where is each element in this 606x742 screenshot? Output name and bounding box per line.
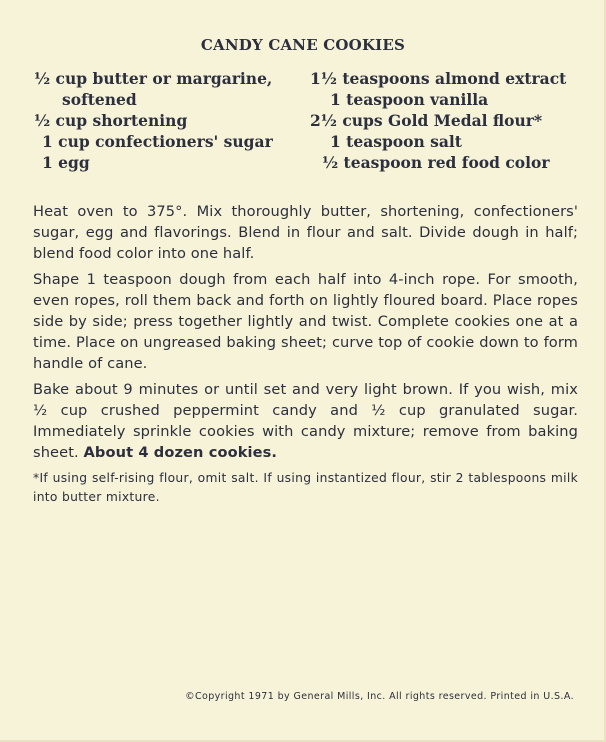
copyright-notice: ©Copyright 1971 by General Mills, Inc. All rights reserved. Printed in U.S.A.: [185, 691, 574, 702]
directions-paragraph: Heat oven to 375°. Mix thoroughly butter, shortening, confectioners' sugar, egg and flavorings. Blend in flour and salt. Divide dough in half; blend food color into one half.: [33, 203, 578, 262]
ingredient-line: 1 teaspoon vanilla: [330, 90, 489, 109]
ingredient-line: 1 teaspoon salt: [330, 132, 462, 151]
ingredient-line: softened: [62, 90, 137, 109]
ingredients-left-column: [34, 68, 273, 173]
directions-paragraph-with-yield: [33, 379, 578, 463]
directions-text: Bake about 9 minutes or until set and very light brown. If you wish, mix ½ cup crushed peppermint candy and ½ cup granulated sugar. Immediately sprinkle cookies with candy mixture; remove from baking sheet.: [33, 381, 578, 461]
ingredient-line: ½ cup butter or margarine,: [34, 69, 273, 88]
directions-paragraph: Shape 1 teaspoon dough from each half into 4-inch rope. For smooth, even ropes, roll them back and forth on lightly floured board. Place ropes side by side; press together lightly and twist. Complete cookies one at a time. Place on ungreased baking sheet; curve top of cookie down to form handle of cane.: [33, 271, 578, 372]
ingredient-line: 1 egg: [42, 153, 90, 172]
ingredient-line: 2½ cups Gold Medal flour*: [310, 111, 543, 130]
yield-text: About 4 dozen cookies.: [83, 444, 278, 461]
ingredient-line: ½ teaspoon red food color: [322, 153, 550, 172]
ingredient-line: ½ cup shortening: [34, 111, 188, 130]
footnote: *If using self-rising flour, omit salt. If using instantized flour, stir 2 tablespoons milk into butter mixture.: [33, 471, 578, 504]
ingredient-line: 1 cup confectioners' sugar: [42, 132, 273, 151]
ingredient-line: 1½ teaspoons almond extract: [310, 69, 567, 88]
recipe-title: CANDY CANE COOKIES: [200, 36, 406, 54]
recipe-directions: [33, 201, 578, 512]
ingredients-right-column: [310, 68, 566, 173]
